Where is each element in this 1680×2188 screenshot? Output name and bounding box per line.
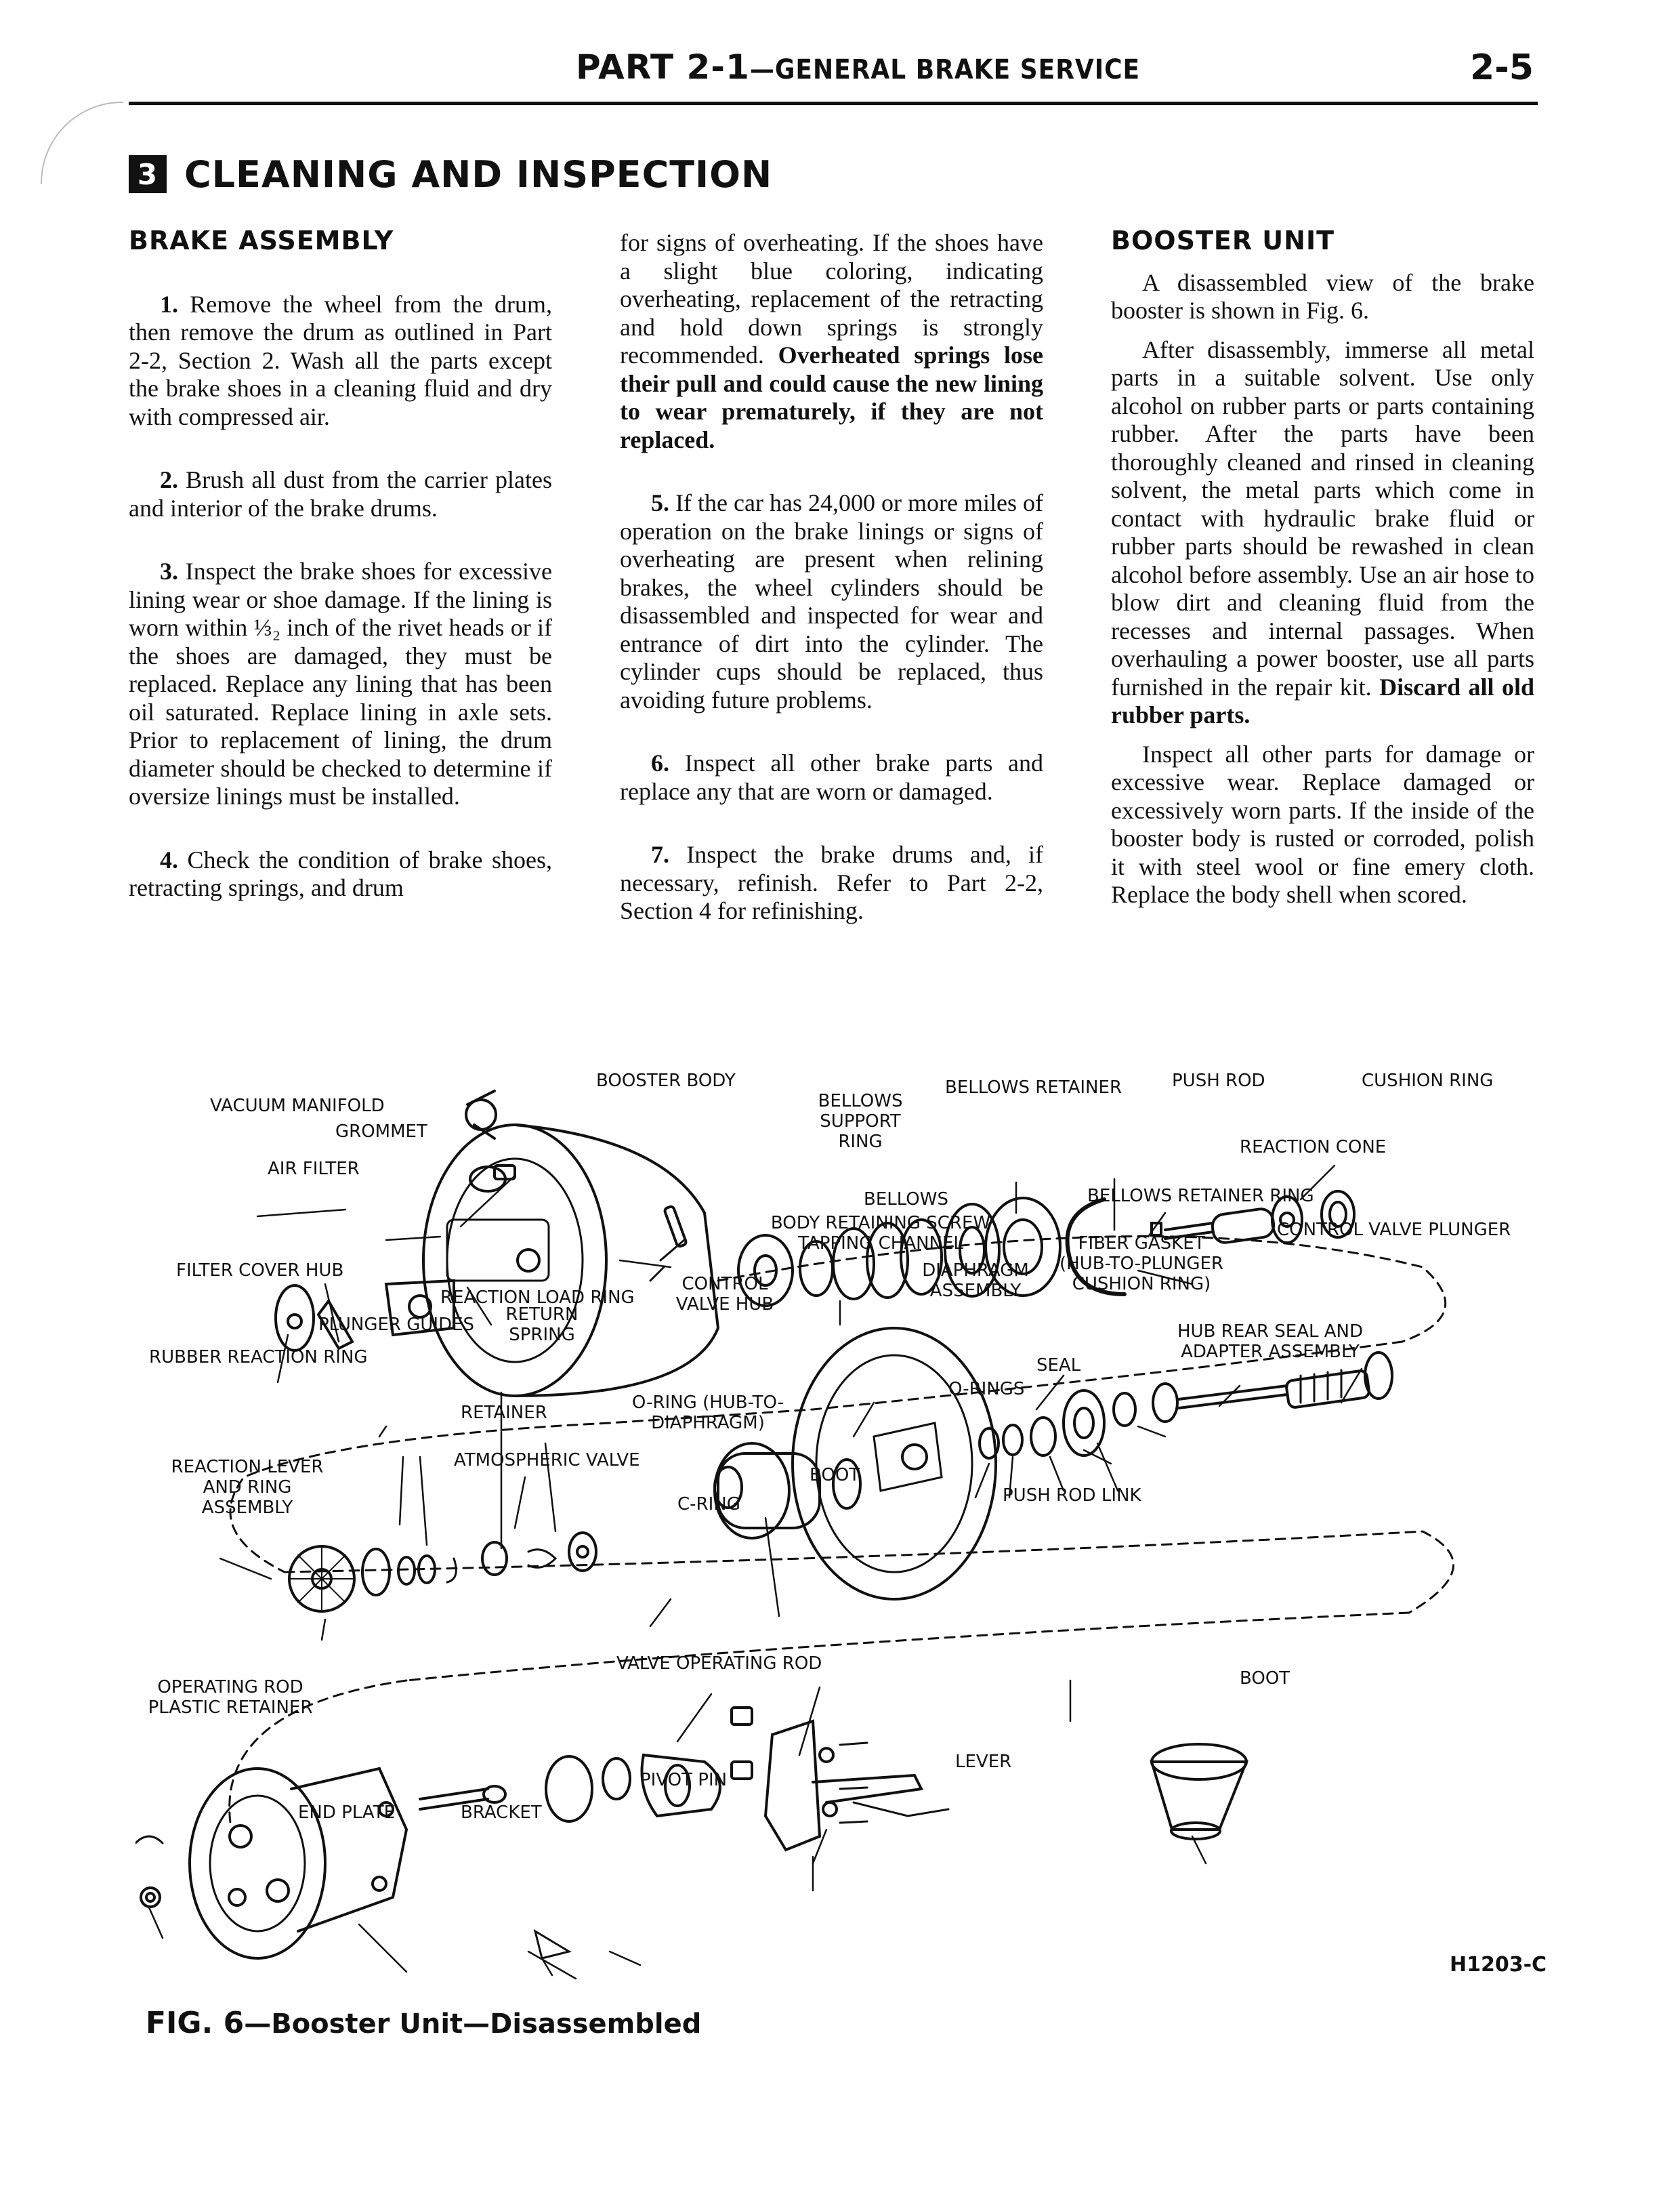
- booster-para-2-warning: Discard all old rubber parts.: [1111, 673, 1535, 728]
- label-seal: SEAL: [1036, 1355, 1081, 1376]
- label-vacuum-manifold: VACUUM MANIFOLD: [210, 1096, 385, 1116]
- label-lever-text: LEVER: [955, 1752, 1012, 1772]
- figure-code: H1203-C: [1450, 1953, 1547, 1977]
- label-booster-body: BOOSTER BODY: [596, 1071, 736, 1091]
- label-retainer: RETAINER: [461, 1403, 547, 1423]
- label-grommet: GROMMET: [335, 1121, 427, 1142]
- label-push-rod: PUSH ROD: [1172, 1071, 1265, 1091]
- step-7-number: 7.: [651, 841, 669, 868]
- label-bellows-support-ring: BELLOWS SUPPORT RING: [818, 1091, 903, 1152]
- step-2-number: 2.: [160, 466, 178, 493]
- booster-exploded-figure: [135, 1057, 1545, 1999]
- step-2: [129, 466, 552, 522]
- label-diaphragm-assembly: DIAPHRAGM ASSEMBLY: [922, 1260, 1029, 1301]
- header-dash: —: [749, 54, 775, 85]
- label-o-rings: O-RINGS: [948, 1379, 1025, 1399]
- step-7: [620, 841, 1043, 926]
- section-title: [129, 150, 772, 198]
- label-reaction-cone: REACTION CONE: [1240, 1137, 1387, 1157]
- label-air-filter: AIR FILTER: [268, 1159, 360, 1179]
- header-title: GENERAL BRAKE SERVICE: [774, 54, 1141, 85]
- booster-para-3: Inspect all other parts for damage or excessive wear. Replace damaged or excessively worn parts. If the inside of the booster body is rusted or corroded, polish it with steel wool or fine emery cloth. Replace the body shell when scored.: [1111, 740, 1534, 908]
- page-corner-mark: [41, 102, 123, 184]
- figure-caption-number: FIG. 6: [146, 2006, 245, 2040]
- step-3-text: Inspect the brake shoes for excessive lining wear or shoe damage. If the lining is worn within ⅓₂ inch of the rivet heads or if the shoes are damaged, they must be replaced. Replace any lining that has been oil saturated. Replace lining in axle sets. Prior to replacement of lining, the drum diameter should be checked to determine if oversize linings must be installed.: [129, 558, 552, 810]
- label-valve-operating-rod: VALVE OPERATING ROD: [616, 1653, 822, 1674]
- step-2-text: Brush all dust from the carrier plates and interior of the brake drums.: [129, 466, 552, 522]
- booster-drawing: [135, 1057, 1545, 1999]
- label-o-ring-hub: O-RING (HUB-TO-DIAPHRAGM): [631, 1392, 784, 1433]
- step-6-text: Inspect all other brake parts and replace any that are worn or damaged.: [620, 749, 1044, 805]
- label-fiber-gasket: FIBER GASKET (HUB-TO-PLUNGER CUSHION RING): [1059, 1233, 1223, 1294]
- step-3-number: 3.: [160, 558, 178, 585]
- section-number-badge: 3: [129, 155, 167, 193]
- label-operating-rod-retainer: OPERATING ROD PLASTIC RETAINER: [148, 1677, 313, 1718]
- label-bellows: BELLOWS: [864, 1189, 948, 1210]
- label-filter-cover-hub: FILTER COVER HUB: [176, 1260, 344, 1281]
- label-rubber-reaction-ring: RUBBER REACTION RING: [149, 1347, 368, 1367]
- step-4-text: Check the condition of brake shoes, retracting springs, and drum: [129, 846, 553, 901]
- label-boot-bottom: BOOT: [1240, 1668, 1290, 1689]
- label-bellows-retainer: BELLOWS RETAINER: [945, 1077, 1122, 1098]
- step-1-number: 1.: [160, 290, 178, 318]
- booster-para-2: [1111, 336, 1534, 730]
- lever-shapes: [732, 1708, 1246, 1850]
- step-7-text: Inspect the brake drums and, if necessary, refinish. Refer to Part 2-2, Section 4 for refinishing.: [620, 841, 1044, 924]
- label-return-spring: RETURN SPRING: [505, 1304, 579, 1345]
- figure-caption-text: —Booster Unit—Disassembled: [244, 2008, 702, 2040]
- label-plunger-guides: PLUNGER GUIDES: [318, 1315, 475, 1335]
- step-6-number: 6.: [651, 749, 669, 777]
- column-1: [129, 227, 552, 938]
- step-4-number: 4.: [160, 846, 178, 873]
- label-end-plate: END PLATE: [298, 1802, 395, 1823]
- step-5-text: If the car has 24,000 or more miles of operation on the brake linings or signs of overheating are present when relining brakes, the wheel cylinders should be disassembled and inspected for wear and entrance of dirt into the cylinder. The cylinder cups should be replaced, thus avoiding future problems.: [620, 489, 1044, 714]
- reaction-parts-shapes: [289, 1533, 596, 1611]
- brake-assembly-heading: BRAKE ASSEMBLY: [129, 226, 394, 255]
- booster-unit-heading: BOOSTER UNIT: [1111, 226, 1335, 255]
- page-number: 2-5: [1470, 47, 1534, 88]
- booster-para-1: A disassembled view of the brake booster is shown in Fig. 6.: [1111, 268, 1534, 324]
- figure-caption: [146, 2006, 701, 2040]
- label-cushion-ring: CUSHION RING: [1362, 1071, 1494, 1091]
- column-2: [620, 229, 1043, 961]
- label-hub-rear-seal: HUB REAR SEAL AND ADAPTER ASSEMBLY: [1177, 1321, 1363, 1362]
- step-4-continued: [620, 229, 1043, 454]
- label-pivot-pin: PIVOT PIN: [640, 1770, 728, 1790]
- label-boot-top: BOOT: [810, 1465, 860, 1485]
- booster-para-2-text: After disassembly, immerse all metal parts in a suitable solvent. Use only alcohol on rubber parts or parts containing rubber. After the parts have been thoroughly cleaned and rinsed in cleaning solvent, the metal parts which come in contact with hydraulic brake fluid or rubber parts should be rewashed in clean alcohol before assembly. Use an air hose to blow dirt and cleaning fluid from the recesses and internal passages. When overhauling a power booster, use all parts furnished in the repair kit.: [1111, 335, 1534, 701]
- label-push-rod-link: PUSH ROD LINK: [1003, 1485, 1141, 1506]
- label-bellows-retainer-ring: BELLOWS RETAINER RING: [1087, 1186, 1314, 1206]
- step-4-warning: Overheated springs lose their pull and could cause the new lining to wear prematurely, if they are not replaced.: [620, 342, 1043, 453]
- step-5-number: 5.: [651, 489, 669, 516]
- column-3: [1111, 227, 1534, 945]
- part-number: PART 2-1: [576, 47, 750, 87]
- label-reaction-lever: REACTION LEVER AND RING ASSEMBLY: [171, 1457, 324, 1518]
- label-control-valve-plunger: CONTROL VALVE PLUNGER: [1277, 1220, 1511, 1240]
- step-3: [129, 558, 552, 811]
- section-title-text: CLEANING AND INSPECTION: [184, 152, 773, 196]
- step-4-continued-text: for signs of overheating. If the shoes have a slight blue coloring, indicating overheating, replacement of the retracting and hold down springs is strongly recommended.: [620, 229, 1043, 369]
- booster-body-shape: [423, 1125, 718, 1396]
- label-c-ring: C-RING: [677, 1494, 740, 1514]
- step-6: [620, 749, 1043, 806]
- label-bracket: BRACKET: [461, 1802, 542, 1823]
- step-1-text: Remove the wheel from the drum, then remove the drum as outlined in Part 2-2, Section 2. Wash all the parts except the brake shoes in a cleaning fluid and dry with compressed air.: [129, 290, 553, 430]
- step-4: [129, 846, 552, 903]
- running-head: [576, 47, 1140, 87]
- step-5: [620, 489, 1043, 714]
- label-reaction-load-ring: REACTION LOAD RING: [440, 1287, 635, 1308]
- label-control-valve-hub: CONTROL VALVE HUB: [675, 1274, 774, 1315]
- label-body-retaining-screw: BODY RETAINING SCREW TAPPING CHANNEL: [770, 1213, 991, 1254]
- header-rule: [129, 102, 1538, 105]
- diaphragm-shapes: [715, 1328, 996, 1599]
- label-atmospheric-valve: ATMOSPHERIC VALVE: [454, 1450, 640, 1470]
- step-1: [129, 291, 552, 432]
